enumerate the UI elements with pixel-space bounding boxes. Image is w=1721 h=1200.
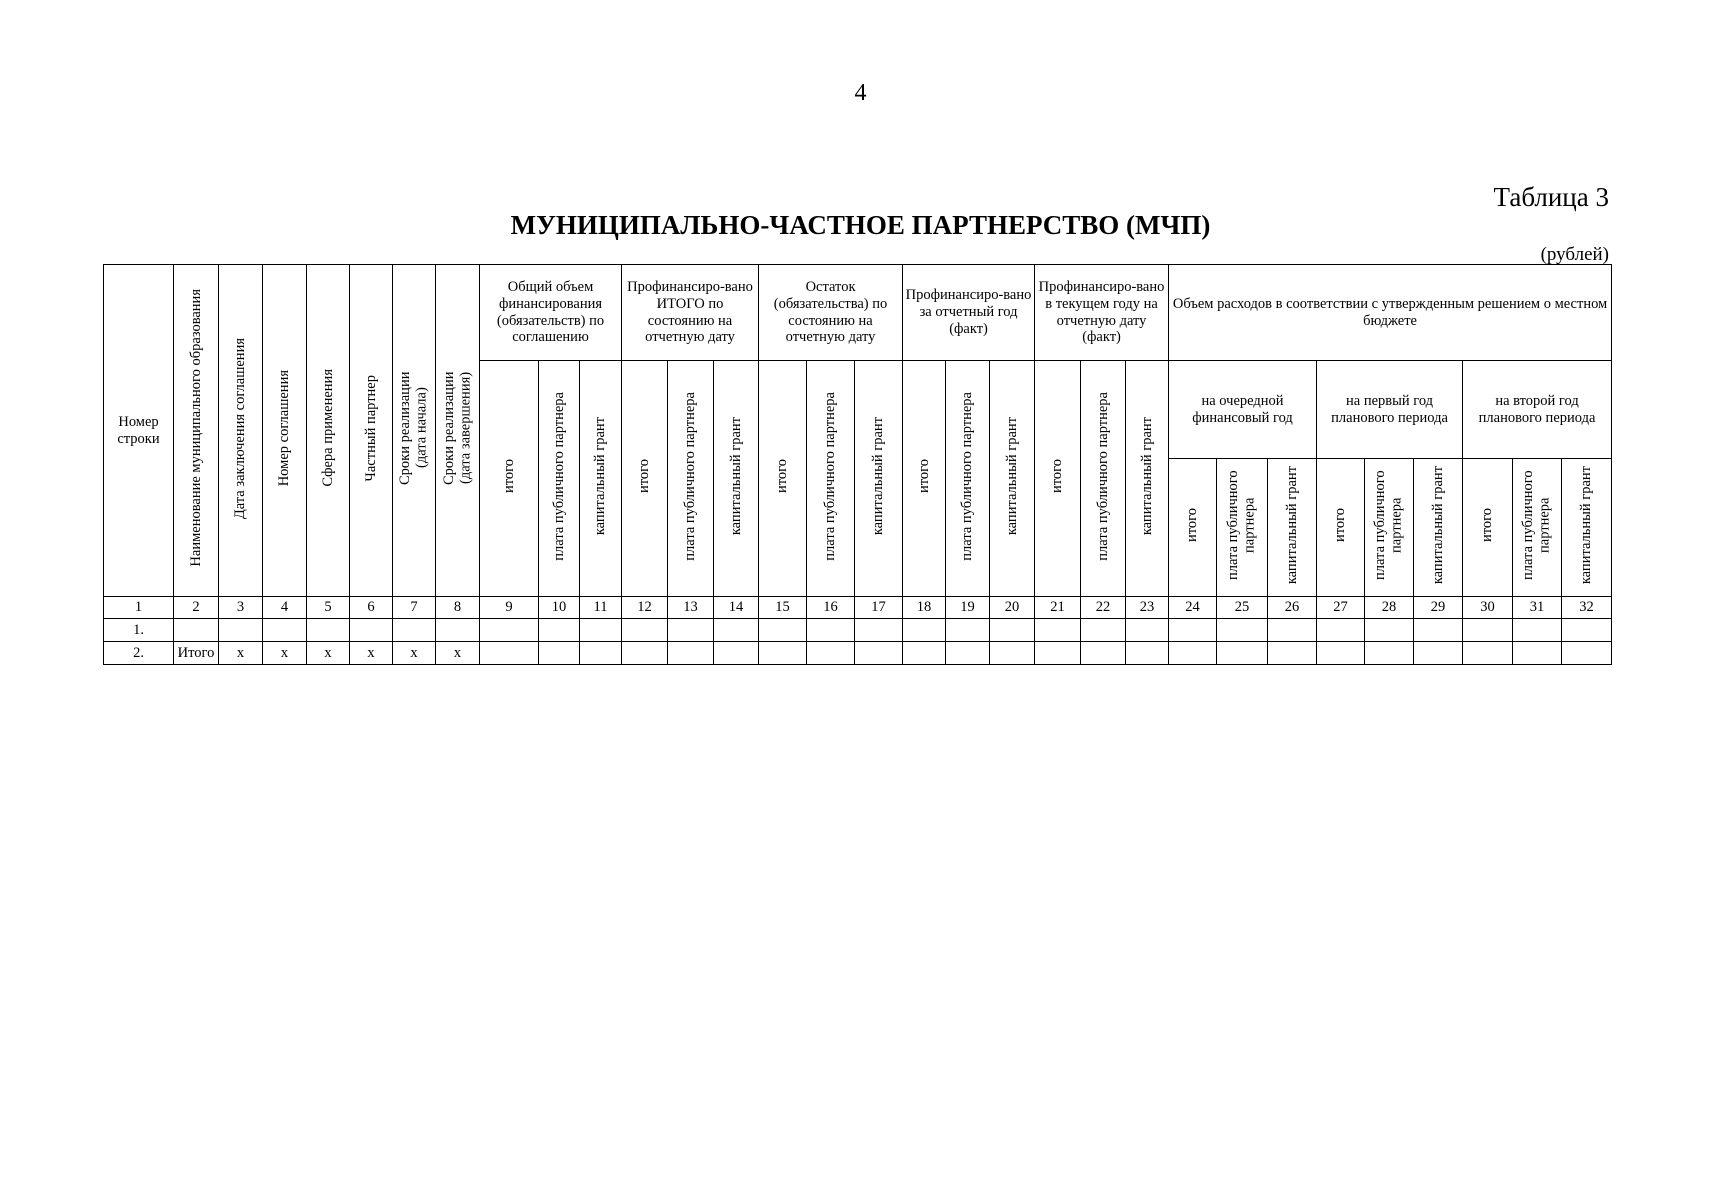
header-group-financed-year: Профинансиро-вано за отчетный год (факт) [903, 265, 1035, 361]
row-cell [1217, 619, 1268, 642]
row-cell: x [436, 642, 480, 665]
row-cell [1035, 619, 1081, 642]
col-num: 2 [174, 597, 219, 619]
header-group-budget: Объем расходов в соответствии с утвержденным решением о местном бюджете [1169, 265, 1612, 361]
row-cell [1126, 619, 1169, 642]
col-num: 3 [219, 597, 263, 619]
table-label: Таблица 3 [1493, 182, 1609, 212]
header-agreement-number: Номер соглашения [263, 265, 307, 597]
col-num: 13 [668, 597, 714, 619]
col-num: 22 [1081, 597, 1126, 619]
row-cell [219, 619, 263, 642]
header-sphere: Сфера применения [307, 265, 350, 597]
header-financed-current-public: плата публичного партнера [1081, 361, 1126, 597]
row-cell: x [307, 642, 350, 665]
document-title: МУНИЦИПАЛЬНО-ЧАСТНОЕ ПАРТНЕРСТВО (МЧП) [510, 210, 1211, 240]
row-cell [436, 619, 480, 642]
col-num: 30 [1463, 597, 1513, 619]
row-cell [990, 619, 1035, 642]
header-total-volume-public: плата публичного партнера [539, 361, 580, 597]
row-cell [1268, 642, 1317, 665]
row-number: 1. [104, 619, 174, 642]
col-num: 29 [1414, 597, 1463, 619]
row-cell: x [219, 642, 263, 665]
header-row-groups [104, 265, 1612, 361]
row-cell [946, 619, 990, 642]
row-cell [946, 642, 990, 665]
row-cell [990, 642, 1035, 665]
header-budget-next-public: плата публичного партнера [1217, 459, 1268, 597]
row-cell [855, 619, 903, 642]
col-num: 5 [307, 597, 350, 619]
header-budget-y1-public: плата публичного партнера [1365, 459, 1414, 597]
header-budget-next-grant: капитальный грант [1268, 459, 1317, 597]
row-cell [759, 642, 807, 665]
header-financed-current-itogo: итого [1035, 361, 1081, 597]
col-num: 1 [104, 597, 174, 619]
header-group-financed-current: Профинансиро-вано в текущем году на отчетную дату (факт) [1035, 265, 1169, 361]
row-cell [1217, 642, 1268, 665]
col-num: 6 [350, 597, 393, 619]
row-cell [307, 619, 350, 642]
col-num: 8 [436, 597, 480, 619]
row-cell [1365, 619, 1414, 642]
row-cell [1081, 619, 1126, 642]
row-cell [1365, 642, 1414, 665]
row-cell [622, 619, 668, 642]
col-num: 20 [990, 597, 1035, 619]
header-group-financed-total: Профинансиро-вано ИТОГО по состоянию на отчетную дату [622, 265, 759, 361]
col-num: 18 [903, 597, 946, 619]
row-cell [622, 642, 668, 665]
row-cell [903, 642, 946, 665]
row-cell [393, 619, 436, 642]
table-row [104, 619, 1612, 642]
header-budget-plan-year2: на второй год планового периода [1463, 361, 1612, 459]
header-financed-total-grant: капитальный грант [714, 361, 759, 597]
header-financed-total-public: плата публичного партнера [668, 361, 714, 597]
col-num: 15 [759, 597, 807, 619]
header-budget-y1-itogo: итого [1317, 459, 1365, 597]
col-num: 17 [855, 597, 903, 619]
header-budget-y1-grant: капитальный грант [1414, 459, 1463, 597]
header-group-balance: Остаток (обязательства) по состоянию на отчетную дату [759, 265, 903, 361]
col-num: 11 [580, 597, 622, 619]
row-cell: x [393, 642, 436, 665]
header-municipality: Наименование муниципального образования [174, 265, 219, 597]
row-cell [1317, 642, 1365, 665]
unit-label: (рублей) [1540, 244, 1609, 265]
header-total-volume-grant: капитальный грант [580, 361, 622, 597]
row-cell [1126, 642, 1169, 665]
row-cell: x [350, 642, 393, 665]
row-cell [480, 642, 539, 665]
row-cell [903, 619, 946, 642]
col-num: 12 [622, 597, 668, 619]
header-start-date: Сроки реализации (дата начала) [393, 265, 436, 597]
header-group-total-volume: Общий объем финансирования (обязательств) по соглашению [480, 265, 622, 361]
row-cell [1463, 642, 1513, 665]
header-end-date: Сроки реализации (дата завершения) [436, 265, 480, 597]
header-budget-next-itogo: итого [1169, 459, 1217, 597]
row-cell [350, 619, 393, 642]
row-cell [855, 642, 903, 665]
header-budget-y2-grant: капитальный грант [1562, 459, 1612, 597]
row-municipality [174, 619, 219, 642]
row-cell: x [263, 642, 307, 665]
header-financed-total-itogo: итого [622, 361, 668, 597]
row-cell [1513, 619, 1562, 642]
row-cell [1317, 619, 1365, 642]
row-cell [1463, 619, 1513, 642]
row-cell [1562, 619, 1612, 642]
page-number: 4 [854, 80, 867, 106]
col-num: 31 [1513, 597, 1562, 619]
row-number: 2. [104, 642, 174, 665]
col-num: 27 [1317, 597, 1365, 619]
column-numbers-row [104, 597, 1612, 619]
header-row-number: Номер строки [104, 265, 174, 597]
header-private-partner: Частный партнер [350, 265, 393, 597]
col-num: 9 [480, 597, 539, 619]
row-cell [1414, 642, 1463, 665]
row-cell [1169, 642, 1217, 665]
row-cell [1169, 619, 1217, 642]
row-cell [668, 642, 714, 665]
col-num: 21 [1035, 597, 1081, 619]
row-cell [1562, 642, 1612, 665]
header-balance-grant: капитальный грант [855, 361, 903, 597]
mchp-table [103, 264, 1612, 665]
col-num: 4 [263, 597, 307, 619]
header-balance-public: плата публичного партнера [807, 361, 855, 597]
col-num: 26 [1268, 597, 1317, 619]
header-balance-itogo: итого [759, 361, 807, 597]
col-num: 16 [807, 597, 855, 619]
row-cell [1414, 619, 1463, 642]
col-num: 10 [539, 597, 580, 619]
header-financed-year-itogo: итого [903, 361, 946, 597]
row-cell [580, 642, 622, 665]
header-financed-year-grant: капитальный грант [990, 361, 1035, 597]
row-cell [480, 619, 539, 642]
header-budget-next-year: на очередной финансовый год [1169, 361, 1317, 459]
row-cell [263, 619, 307, 642]
col-num: 28 [1365, 597, 1414, 619]
row-cell [580, 619, 622, 642]
row-cell [668, 619, 714, 642]
row-cell [807, 642, 855, 665]
header-budget-y2-itogo: итого [1463, 459, 1513, 597]
col-num: 14 [714, 597, 759, 619]
row-cell [539, 642, 580, 665]
col-num: 32 [1562, 597, 1612, 619]
table-row-total [104, 642, 1612, 665]
header-financed-year-public: плата публичного партнера [946, 361, 990, 597]
header-agreement-date: Дата заключения соглашения [219, 265, 263, 597]
row-cell [714, 642, 759, 665]
row-cell [1268, 619, 1317, 642]
header-budget-plan-year1: на первый год планового периода [1317, 361, 1463, 459]
row-cell [1081, 642, 1126, 665]
row-cell [807, 619, 855, 642]
row-cell [714, 619, 759, 642]
col-num: 7 [393, 597, 436, 619]
col-num: 24 [1169, 597, 1217, 619]
header-total-volume-itogo: итого [480, 361, 539, 597]
row-cell [759, 619, 807, 642]
header-budget-y2-public: плата публичного партнера [1513, 459, 1562, 597]
col-num: 25 [1217, 597, 1268, 619]
row-cell [539, 619, 580, 642]
header-financed-current-grant: капитальный грант [1126, 361, 1169, 597]
col-num: 23 [1126, 597, 1169, 619]
row-cell [1513, 642, 1562, 665]
row-cell [1035, 642, 1081, 665]
col-num: 19 [946, 597, 990, 619]
row-municipality: Итого [174, 642, 219, 665]
